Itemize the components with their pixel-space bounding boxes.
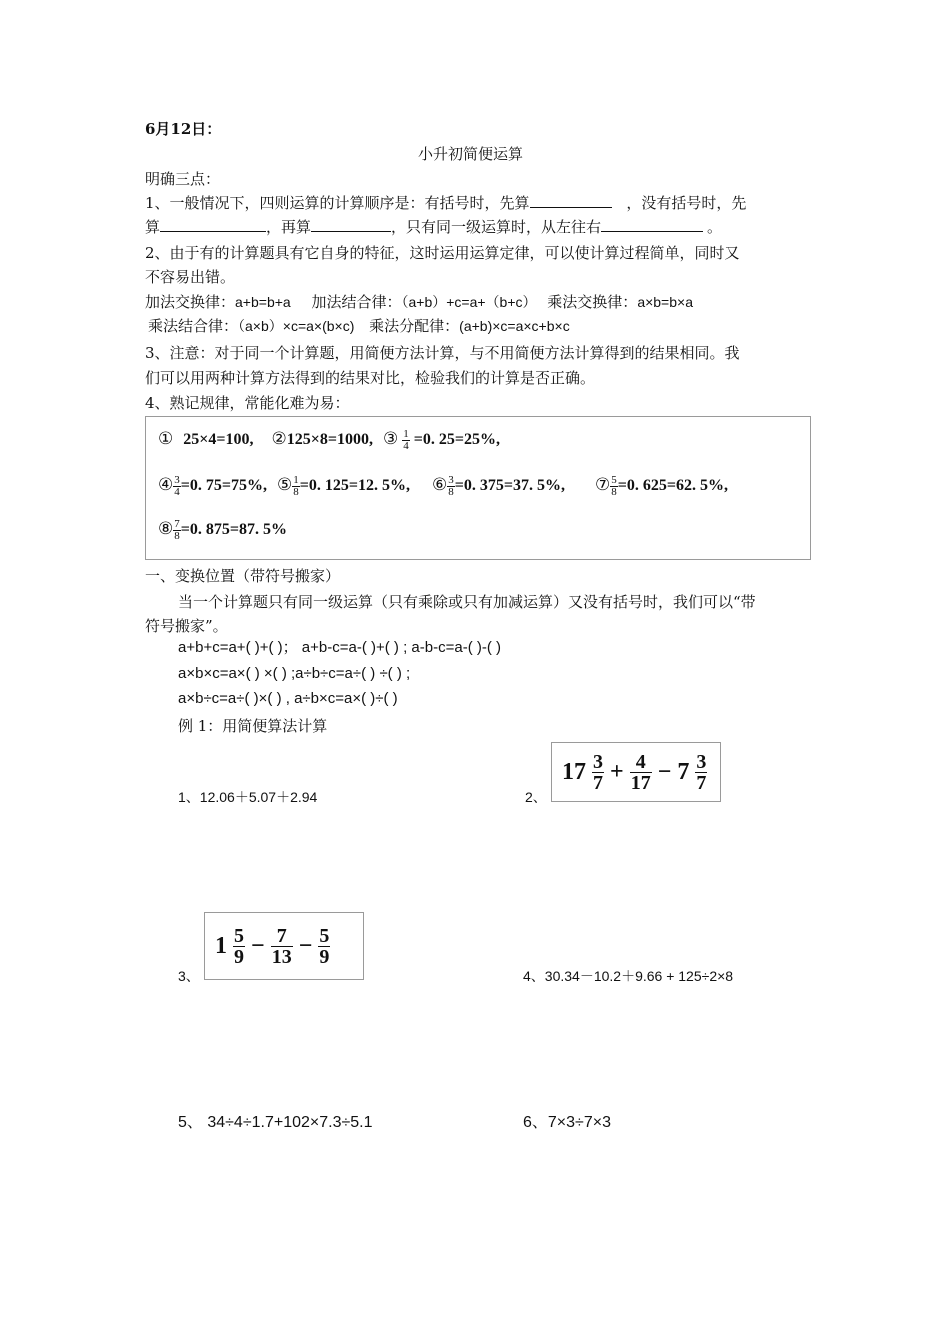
section-1-heading: 一、变换位置（带符号搬家） [145, 567, 341, 585]
point-2-line-2: 不容易出错。 [145, 268, 236, 286]
fraction-1-8: $\frac{1}{8}$ [293, 474, 299, 498]
memorize-box [145, 416, 811, 560]
fraction-1-4: $\frac{1}{4}$ [403, 428, 409, 452]
point-4: 4、熟记规律，常能化难为易： [145, 394, 350, 412]
memorize-row-2: ④ $\frac{3}{4}$ =0. 75=75%, ⑤ $\frac{1}{8}$ =0. 125=12. 5%, ⑥ $\frac{3}{8}$ =0. 375=37. 5%, ⑦ $\frac{5}{8}$ =0. 625=62. 5%, [158, 474, 728, 498]
laws-line-2: 乘法结合律：（a×b）×c=a×(b×c) 乘法分配律：(a+b)×c=a×c+b×c [148, 317, 570, 335]
fraction-5-8: $\frac{5}{8}$ [611, 474, 617, 498]
problem-1: 1、12.06＋5.07＋2.94 [178, 789, 318, 805]
problem-2-label: 2、 [525, 789, 547, 805]
blank-3[interactable] [311, 215, 391, 232]
problem-3-label: 3、 [178, 968, 200, 984]
formula-line-3: a×b÷c=a÷( )×( ) , a÷b×c=a×( )÷( ) [178, 690, 398, 707]
point-1-line-1: 1、一般情况下，四则运算的计算顺序是：有括号时，先算 ，没有括号时，先 [145, 191, 746, 215]
date-label: 6月12日： [145, 120, 222, 138]
problem-2-expression: 17 $\frac{3}{7}$ + $\frac{4}{17}$ − 7 $\frac{3}{7}$ [551, 742, 721, 802]
formula-line-2: a×b×c=a×( ) ×( ) ;a÷b÷c=a÷( ) ÷( ) ; [178, 665, 411, 682]
memorize-row-1: ① 25×4=100, ②125×8=1000, ③ $\frac{1}{4}$ =0. 25=25%, [158, 428, 500, 452]
blank-1[interactable] [530, 191, 612, 208]
memorize-row-3: ⑧ $\frac{7}{8}$ =0. 875=87. 5% [158, 518, 287, 542]
fraction-7-8: $\frac{7}{8}$ [174, 518, 180, 542]
blank-2[interactable] [160, 215, 266, 232]
example-heading: 例 1：用简便算法计算 [178, 717, 328, 735]
point-3-line-2: 们可以用两种计算方法得到的结果对比，检验我们的计算是否正确。 [145, 369, 596, 387]
section-1-desc-line-1: 当一个计算题只有同一级运算（只有乘除或只有加减运算）又没有括号时，我们可以“带 [178, 593, 756, 611]
page-title: 小升初简便运算 [418, 145, 524, 163]
problem-6: 6、7×3÷7×3 [523, 1114, 611, 1131]
point-1-line-2: 算 ，再算 ，只有同一级运算时，从左往右 。 [145, 215, 722, 239]
laws-line-1: 加法交换律：a+b=b+a 加法结合律：（a+b）+c=a+（b+c） 乘法交换律：a×b=b×a [145, 293, 693, 311]
problem-4: 4、30.34－10.2＋9.66 + 125÷2×8 [523, 968, 734, 984]
fraction-3-8: $\frac{3}{8}$ [448, 474, 454, 498]
blank-4[interactable] [601, 215, 703, 232]
problem-5: 5、 34÷4÷1.7+102×7.3÷5.1 [178, 1114, 373, 1131]
fraction-3-4: $\frac{3}{4}$ [174, 474, 180, 498]
point-3-line-1: 3、注意：对于同一个计算题，用简便方法计算，与不用简便方法计算得到的结果相同。我 [145, 344, 740, 362]
section-1-desc-line-2: 符号搬家”。 [145, 617, 228, 635]
formula-line-1: a+b+c=a+( )+( )； a+b-c=a-( )+( ) ; a-b-c=a-( )-( ) [178, 639, 502, 656]
problem-3-expression: 1 $\frac{5}{9}$ − $\frac{7}{13}$ − $\frac{5}{9}$ [204, 912, 364, 980]
intro-text: 明确三点： [145, 170, 221, 188]
point-2-line-1: 2、由于有的计算题具有它自身的特征，这时运用运算定律，可以使计算过程简单，同时又 [145, 244, 740, 262]
